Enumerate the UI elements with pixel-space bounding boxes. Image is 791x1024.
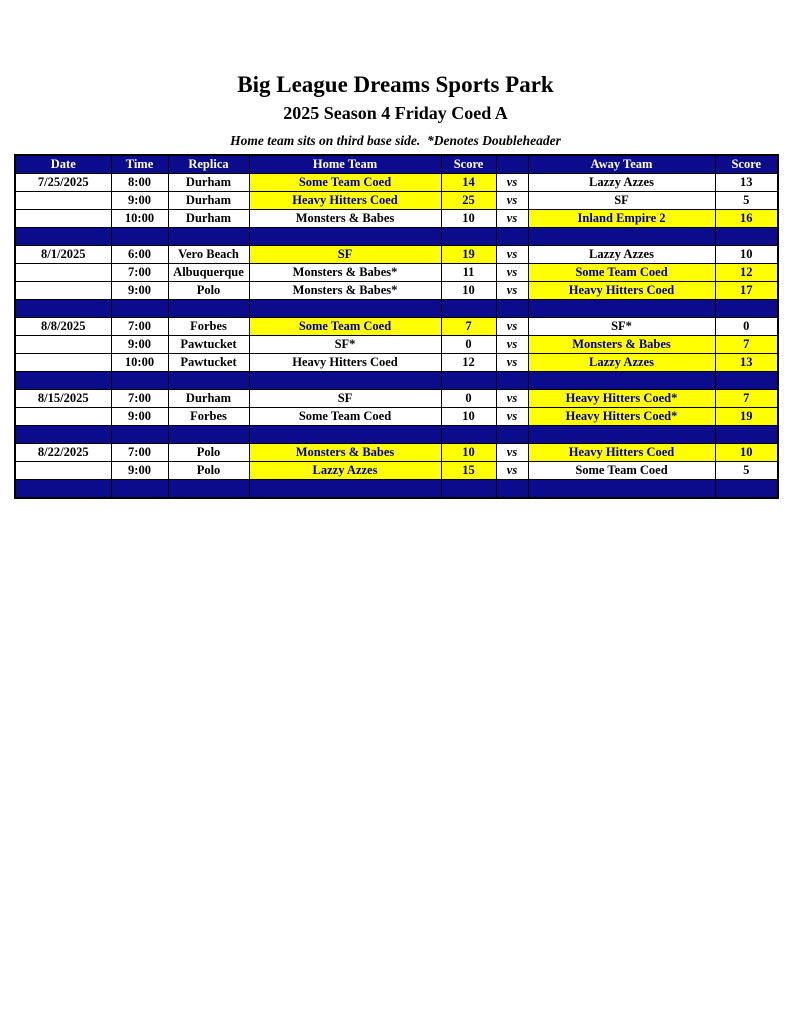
- replica-cell: Pawtucket: [168, 336, 249, 354]
- date-cell: [15, 282, 111, 300]
- replica-cell: Polo: [168, 444, 249, 462]
- separator-cell: [441, 300, 496, 318]
- vs-cell: vs: [496, 336, 528, 354]
- game-row: [15, 282, 778, 300]
- away-score-cell: 10: [715, 444, 778, 462]
- replica-cell: Forbes: [168, 318, 249, 336]
- home-team-cell: Monsters & Babes: [249, 444, 441, 462]
- header-vs-spacer: [496, 155, 528, 174]
- date-cell: [15, 210, 111, 228]
- away-score-cell: 10: [715, 246, 778, 264]
- vs-cell: vs: [496, 444, 528, 462]
- separator-cell: [441, 480, 496, 499]
- separator-cell: [715, 480, 778, 499]
- time-cell: 10:00: [111, 354, 168, 372]
- home-score-cell: 7: [441, 318, 496, 336]
- separator-cell: [111, 480, 168, 499]
- away-score-cell: 7: [715, 336, 778, 354]
- date-cell: 7/25/2025: [15, 174, 111, 192]
- time-cell: 7:00: [111, 264, 168, 282]
- vs-cell: vs: [496, 174, 528, 192]
- separator-cell: [111, 372, 168, 390]
- separator-row: [15, 426, 778, 444]
- time-cell: 9:00: [111, 192, 168, 210]
- replica-cell: Durham: [168, 210, 249, 228]
- home-score-cell: 0: [441, 390, 496, 408]
- separator-cell: [528, 372, 715, 390]
- separator-cell: [441, 426, 496, 444]
- home-team-cell: Some Team Coed: [249, 318, 441, 336]
- separator-cell: [15, 300, 111, 318]
- separator-cell: [441, 372, 496, 390]
- game-row: [15, 246, 778, 264]
- away-team-cell: Heavy Hitters Coed*: [528, 408, 715, 426]
- separator-cell: [168, 426, 249, 444]
- game-row: [15, 174, 778, 192]
- away-team-cell: Heavy Hitters Coed: [528, 282, 715, 300]
- vs-cell: vs: [496, 408, 528, 426]
- home-score-cell: 15: [441, 462, 496, 480]
- time-cell: 9:00: [111, 408, 168, 426]
- replica-cell: Pawtucket: [168, 354, 249, 372]
- date-cell: [15, 408, 111, 426]
- replica-cell: Vero Beach: [168, 246, 249, 264]
- vs-cell: vs: [496, 390, 528, 408]
- time-cell: 9:00: [111, 336, 168, 354]
- away-score-cell: 12: [715, 264, 778, 282]
- game-row: [15, 192, 778, 210]
- game-row: [15, 336, 778, 354]
- away-team-cell: Monsters & Babes: [528, 336, 715, 354]
- replica-cell: Albuquerque: [168, 264, 249, 282]
- separator-cell: [249, 426, 441, 444]
- vs-cell: vs: [496, 318, 528, 336]
- date-cell: 8/1/2025: [15, 246, 111, 264]
- separator-cell: [111, 300, 168, 318]
- away-team-cell: Lazzy Azzes: [528, 354, 715, 372]
- header-home-team: Home Team: [249, 155, 441, 174]
- home-score-cell: 10: [441, 282, 496, 300]
- home-score-cell: 12: [441, 354, 496, 372]
- separator-row: [15, 228, 778, 246]
- separator-cell: [496, 480, 528, 499]
- date-cell: [15, 354, 111, 372]
- separator-cell: [496, 426, 528, 444]
- separator-cell: [441, 228, 496, 246]
- home-team-cell: Heavy Hitters Coed: [249, 192, 441, 210]
- separator-cell: [168, 228, 249, 246]
- schedule-note: Home team sits on third base side. *Denotes Doubleheader: [230, 133, 561, 148]
- game-row: [15, 462, 778, 480]
- table-header-row: [15, 155, 778, 174]
- header-date: Date: [15, 155, 111, 174]
- separator-cell: [715, 372, 778, 390]
- separator-row: [15, 480, 778, 499]
- header-away-score: Score: [715, 155, 778, 174]
- game-row: [15, 390, 778, 408]
- header-replica: Replica: [168, 155, 249, 174]
- game-row: [15, 318, 778, 336]
- vs-cell: vs: [496, 354, 528, 372]
- separator-cell: [111, 426, 168, 444]
- game-row: [15, 444, 778, 462]
- schedule-table: [14, 154, 779, 499]
- away-team-cell: SF: [528, 192, 715, 210]
- date-cell: 8/15/2025: [15, 390, 111, 408]
- away-team-cell: Some Team Coed: [528, 462, 715, 480]
- home-team-cell: Lazzy Azzes: [249, 462, 441, 480]
- separator-cell: [528, 426, 715, 444]
- home-team-cell: Some Team Coed: [249, 408, 441, 426]
- home-team-cell: SF: [249, 246, 441, 264]
- home-score-cell: 19: [441, 246, 496, 264]
- separator-cell: [496, 228, 528, 246]
- separator-cell: [715, 300, 778, 318]
- date-cell: 8/8/2025: [15, 318, 111, 336]
- home-score-cell: 14: [441, 174, 496, 192]
- home-team-cell: Monsters & Babes: [249, 210, 441, 228]
- away-team-cell: Heavy Hitters Coed*: [528, 390, 715, 408]
- separator-cell: [168, 372, 249, 390]
- separator-cell: [528, 300, 715, 318]
- separator-cell: [528, 228, 715, 246]
- page-subtitle: 2025 Season 4 Friday Coed A: [283, 103, 508, 123]
- time-cell: 7:00: [111, 318, 168, 336]
- separator-cell: [111, 228, 168, 246]
- separator-cell: [496, 300, 528, 318]
- header-away-team: Away Team: [528, 155, 715, 174]
- away-team-cell: Lazzy Azzes: [528, 174, 715, 192]
- date-cell: [15, 264, 111, 282]
- replica-cell: Polo: [168, 282, 249, 300]
- date-cell: [15, 462, 111, 480]
- home-team-cell: SF*: [249, 336, 441, 354]
- away-score-cell: 17: [715, 282, 778, 300]
- schedule-table-body: [15, 174, 778, 499]
- time-cell: 7:00: [111, 390, 168, 408]
- separator-cell: [249, 480, 441, 499]
- away-score-cell: 19: [715, 408, 778, 426]
- away-score-cell: 7: [715, 390, 778, 408]
- game-row: [15, 264, 778, 282]
- away-team-cell: SF*: [528, 318, 715, 336]
- home-score-cell: 11: [441, 264, 496, 282]
- separator-cell: [249, 372, 441, 390]
- vs-cell: vs: [496, 462, 528, 480]
- away-team-cell: Lazzy Azzes: [528, 246, 715, 264]
- away-team-cell: Inland Empire 2: [528, 210, 715, 228]
- home-score-cell: 10: [441, 210, 496, 228]
- separator-cell: [496, 372, 528, 390]
- home-team-cell: SF: [249, 390, 441, 408]
- home-team-cell: Some Team Coed: [249, 174, 441, 192]
- header-home-score: Score: [441, 155, 496, 174]
- time-cell: 9:00: [111, 282, 168, 300]
- separator-cell: [715, 228, 778, 246]
- time-cell: 6:00: [111, 246, 168, 264]
- vs-cell: vs: [496, 192, 528, 210]
- home-team-cell: Monsters & Babes*: [249, 264, 441, 282]
- separator-row: [15, 372, 778, 390]
- replica-cell: Polo: [168, 462, 249, 480]
- page-title: Big League Dreams Sports Park: [237, 72, 554, 97]
- time-cell: 8:00: [111, 174, 168, 192]
- header-time: Time: [111, 155, 168, 174]
- game-row: [15, 354, 778, 372]
- separator-cell: [528, 480, 715, 499]
- home-team-cell: Monsters & Babes*: [249, 282, 441, 300]
- away-score-cell: 16: [715, 210, 778, 228]
- separator-cell: [168, 300, 249, 318]
- time-cell: 7:00: [111, 444, 168, 462]
- away-score-cell: 5: [715, 192, 778, 210]
- replica-cell: Durham: [168, 390, 249, 408]
- time-cell: 10:00: [111, 210, 168, 228]
- away-score-cell: 5: [715, 462, 778, 480]
- game-row: [15, 408, 778, 426]
- vs-cell: vs: [496, 264, 528, 282]
- date-cell: 8/22/2025: [15, 444, 111, 462]
- home-score-cell: 10: [441, 408, 496, 426]
- vs-cell: vs: [496, 282, 528, 300]
- separator-cell: [715, 426, 778, 444]
- separator-cell: [15, 228, 111, 246]
- home-score-cell: 25: [441, 192, 496, 210]
- away-score-cell: 13: [715, 174, 778, 192]
- away-score-cell: 13: [715, 354, 778, 372]
- separator-cell: [168, 480, 249, 499]
- home-team-cell: Heavy Hitters Coed: [249, 354, 441, 372]
- replica-cell: Durham: [168, 192, 249, 210]
- away-team-cell: Heavy Hitters Coed: [528, 444, 715, 462]
- time-cell: 9:00: [111, 462, 168, 480]
- separator-cell: [15, 372, 111, 390]
- separator-cell: [249, 228, 441, 246]
- date-cell: [15, 192, 111, 210]
- away-score-cell: 0: [715, 318, 778, 336]
- home-score-cell: 0: [441, 336, 496, 354]
- separator-cell: [249, 300, 441, 318]
- replica-cell: Forbes: [168, 408, 249, 426]
- home-score-cell: 10: [441, 444, 496, 462]
- away-team-cell: Some Team Coed: [528, 264, 715, 282]
- game-row: [15, 210, 778, 228]
- date-cell: [15, 336, 111, 354]
- separator-cell: [15, 426, 111, 444]
- separator-row: [15, 300, 778, 318]
- vs-cell: vs: [496, 210, 528, 228]
- replica-cell: Durham: [168, 174, 249, 192]
- vs-cell: vs: [496, 246, 528, 264]
- separator-cell: [15, 480, 111, 499]
